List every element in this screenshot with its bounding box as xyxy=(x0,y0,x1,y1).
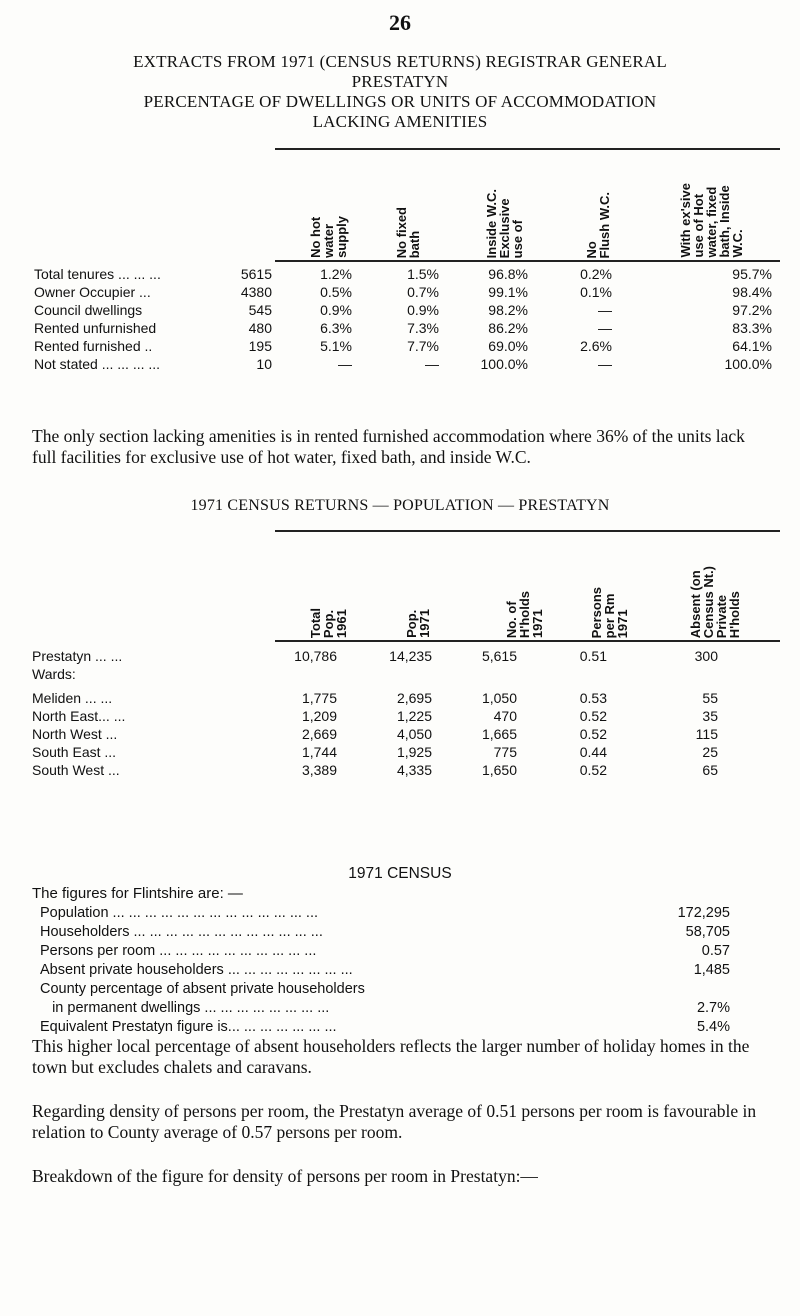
table-row xyxy=(0,762,800,780)
row-value: 0.44 xyxy=(579,744,607,760)
row-value: — xyxy=(598,320,612,336)
stat-row xyxy=(40,943,730,962)
row-label: Total tenures ... ... ... xyxy=(34,266,161,282)
row-label: Wards: xyxy=(32,666,76,682)
stat-value: 5.4% xyxy=(696,1019,730,1035)
table-header-rule xyxy=(275,260,780,262)
table-row xyxy=(0,302,800,320)
paragraph-absent-householders: This higher local percentage of absent householders reflects the larger number of holiday homes in the town but excludes chalets and caravans. xyxy=(32,1036,750,1077)
row-value: 1.5% xyxy=(407,266,439,282)
col-header-pop-1961: Total Pop. 1961 xyxy=(308,607,349,638)
row-label: South East ... xyxy=(32,744,117,760)
stat-value: 0.57 xyxy=(701,943,730,959)
col-header-persons-per-room: Persons per Rm 1971 xyxy=(589,586,630,638)
heading-line-2: PRESTATYN xyxy=(351,72,449,91)
row-value: 65 xyxy=(702,762,718,778)
row-value: — xyxy=(425,356,439,372)
row-value: 99.1% xyxy=(488,284,528,300)
col-header-households: No. of H'holds 1971 xyxy=(504,590,545,638)
stat-row xyxy=(40,1000,730,1019)
paragraph-density: Regarding density of persons per room, the Prestatyn average of 0.51 persons per room is favourable in relation to County average of 0.57 persons per room. xyxy=(32,1101,757,1142)
stat-row xyxy=(40,924,730,943)
page-number: 26 xyxy=(389,10,411,35)
row-value: 0.52 xyxy=(579,762,607,778)
row-value: 14,235 xyxy=(389,648,432,664)
col-header-no-flush-wc: No Flush W.C. xyxy=(584,191,612,258)
stat-label: in permanent dwellings ... ... ... ... ... ... ... ... xyxy=(40,1000,330,1016)
row-value: — xyxy=(598,356,612,372)
table-row xyxy=(0,284,800,302)
row-value: 0.53 xyxy=(579,690,607,706)
row-value: 1,650 xyxy=(481,762,517,778)
col-header-exclusive-use: With ex'sive use of Hot water, fixed bath, Inside W.C. xyxy=(678,183,745,258)
row-value: 0.2% xyxy=(580,266,612,282)
table-row xyxy=(0,708,800,726)
heading-line-3: PERCENTAGE OF DWELLINGS OR UNITS OF ACCOMMODATION xyxy=(143,92,657,111)
paragraph-breakdown: Breakdown of the figure for density of persons per room in Prestatyn:— xyxy=(32,1166,538,1186)
table-row xyxy=(0,726,800,744)
row-value: 95.7% xyxy=(732,266,772,282)
row-value: 115 xyxy=(695,726,718,742)
row-count: 10 xyxy=(256,356,272,372)
stat-row xyxy=(40,962,730,981)
row-value: 0.9% xyxy=(407,302,439,318)
row-value: — xyxy=(598,302,612,318)
row-value: 0.5% xyxy=(320,284,352,300)
row-value: 0.9% xyxy=(320,302,352,318)
row-value: 470 xyxy=(493,708,517,724)
table-row xyxy=(0,356,800,374)
row-label: Prestatyn ... ... xyxy=(32,648,123,664)
table-row xyxy=(0,690,800,708)
table-row xyxy=(0,666,800,684)
row-value: 10,786 xyxy=(294,648,337,664)
row-label: Owner Occupier ... xyxy=(34,284,151,300)
stat-row xyxy=(40,981,730,1000)
stat-value: 2.7% xyxy=(696,1000,730,1016)
row-label: Council dwellings xyxy=(34,302,143,318)
row-value: 4,335 xyxy=(396,762,432,778)
row-value: 55 xyxy=(702,690,718,706)
row-label: North East... ... xyxy=(32,708,126,724)
row-count: 545 xyxy=(248,302,272,318)
pop-table-header-rule xyxy=(275,640,780,642)
stat-value: 1,485 xyxy=(693,962,730,978)
row-value: 0.52 xyxy=(579,708,607,724)
amenities-header xyxy=(0,150,800,258)
stat-label: County percentage of absent private householders xyxy=(40,981,365,997)
stat-value: 172,295 xyxy=(677,905,730,921)
row-value: 86.2% xyxy=(488,320,528,336)
row-label: North West ... xyxy=(32,726,118,742)
row-value: 97.2% xyxy=(732,302,772,318)
population-heading: 1971 CENSUS RETURNS — POPULATION — PRESTATYN xyxy=(190,497,610,514)
stat-label: Householders ... ... ... ... ... ... ... ... ... ... ... ... xyxy=(40,924,323,940)
col-header-inside-wc: Inside W.C. Exclusive use of xyxy=(484,188,525,258)
row-count: 195 xyxy=(248,338,272,354)
row-value: 7.3% xyxy=(407,320,439,336)
row-value: 1,209 xyxy=(301,708,337,724)
row-value: 83.3% xyxy=(732,320,772,336)
row-value: 64.1% xyxy=(732,338,772,354)
table-row xyxy=(0,648,800,666)
row-value: 1,775 xyxy=(301,690,337,706)
row-label: Rented furnished .. xyxy=(34,338,153,354)
row-value: 100.0% xyxy=(724,356,772,372)
row-value: 0.1% xyxy=(580,284,612,300)
stat-value: 58,705 xyxy=(685,924,730,940)
row-value: 69.0% xyxy=(488,338,528,354)
table-row xyxy=(0,266,800,284)
col-header-absent-households: Absent (on Census Nt.) Private H'holds xyxy=(688,565,742,638)
row-value: 1,744 xyxy=(301,744,337,760)
col-header-no-fixed-bath: No fixed bath xyxy=(394,206,422,258)
row-value: 1.2% xyxy=(320,266,352,282)
col-header-no-hot-water: No hot water supply xyxy=(308,216,349,258)
heading-line-4: LACKING AMENITIES xyxy=(312,112,488,131)
row-value: 2.6% xyxy=(580,338,612,354)
row-value: 2,669 xyxy=(301,726,337,742)
stat-label: Absent private householders ... ... ... ... ... ... ... ... xyxy=(40,962,353,978)
row-value: 1,050 xyxy=(481,690,517,706)
heading-line-1: EXTRACTS FROM 1971 (CENSUS RETURNS) REGISTRAR GENERAL xyxy=(133,52,667,71)
row-value: 25 xyxy=(702,744,718,760)
row-value: 1,225 xyxy=(396,708,432,724)
row-label: Not stated ... ... ... ... xyxy=(34,356,161,372)
row-value: 300 xyxy=(694,648,718,664)
row-value: 0.51 xyxy=(579,648,607,664)
row-value: 6.3% xyxy=(320,320,352,336)
population-header xyxy=(0,532,800,638)
col-header-pop-1971: Pop. 1971 xyxy=(404,609,432,638)
row-label: South West ... xyxy=(32,762,120,778)
row-value: 5.1% xyxy=(320,338,352,354)
row-count: 480 xyxy=(248,320,272,336)
row-value: 35 xyxy=(702,708,718,724)
stat-row xyxy=(40,905,730,924)
row-value: 98.4% xyxy=(732,284,772,300)
table-row xyxy=(0,320,800,338)
stat-label: Persons per room ... ... ... ... ... ... ... ... ... ... xyxy=(40,943,317,959)
paragraph-amenities: The only section lacking amenities is in rented furnished accommodation where 36% of the units lack full facilities for exclusive use of hot water, fixed bath, and inside W.C. xyxy=(32,426,745,467)
row-value: 98.2% xyxy=(488,302,528,318)
row-value: 5,615 xyxy=(481,648,517,664)
table-row xyxy=(0,744,800,762)
stat-label: Equivalent Prestatyn figure is... ... ... ... ... ... ... xyxy=(40,1019,337,1035)
row-label: Meliden ... ... xyxy=(32,690,113,706)
row-value: 7.7% xyxy=(407,338,439,354)
row-count: 5615 xyxy=(240,266,272,282)
row-value: 1,665 xyxy=(481,726,517,742)
table-row xyxy=(0,338,800,356)
row-label: Rented unfurnished xyxy=(34,320,157,336)
row-value: 1,925 xyxy=(396,744,432,760)
row-value: 3,389 xyxy=(301,762,337,778)
row-value: 0.52 xyxy=(579,726,607,742)
row-value: 4,050 xyxy=(396,726,432,742)
row-value: 96.8% xyxy=(488,266,528,282)
flintshire-intro: The figures for Flintshire are: — xyxy=(32,885,243,902)
row-value: 0.7% xyxy=(407,284,439,300)
stat-label: Population ... ... ... ... ... ... ... ... ... ... ... ... ... xyxy=(40,905,319,921)
row-value: 2,695 xyxy=(396,690,432,706)
row-value: 775 xyxy=(493,744,517,760)
census-heading: 1971 CENSUS xyxy=(348,865,452,882)
row-value: — xyxy=(338,356,352,372)
row-value: 100.0% xyxy=(480,356,528,372)
row-count: 4380 xyxy=(240,284,272,300)
